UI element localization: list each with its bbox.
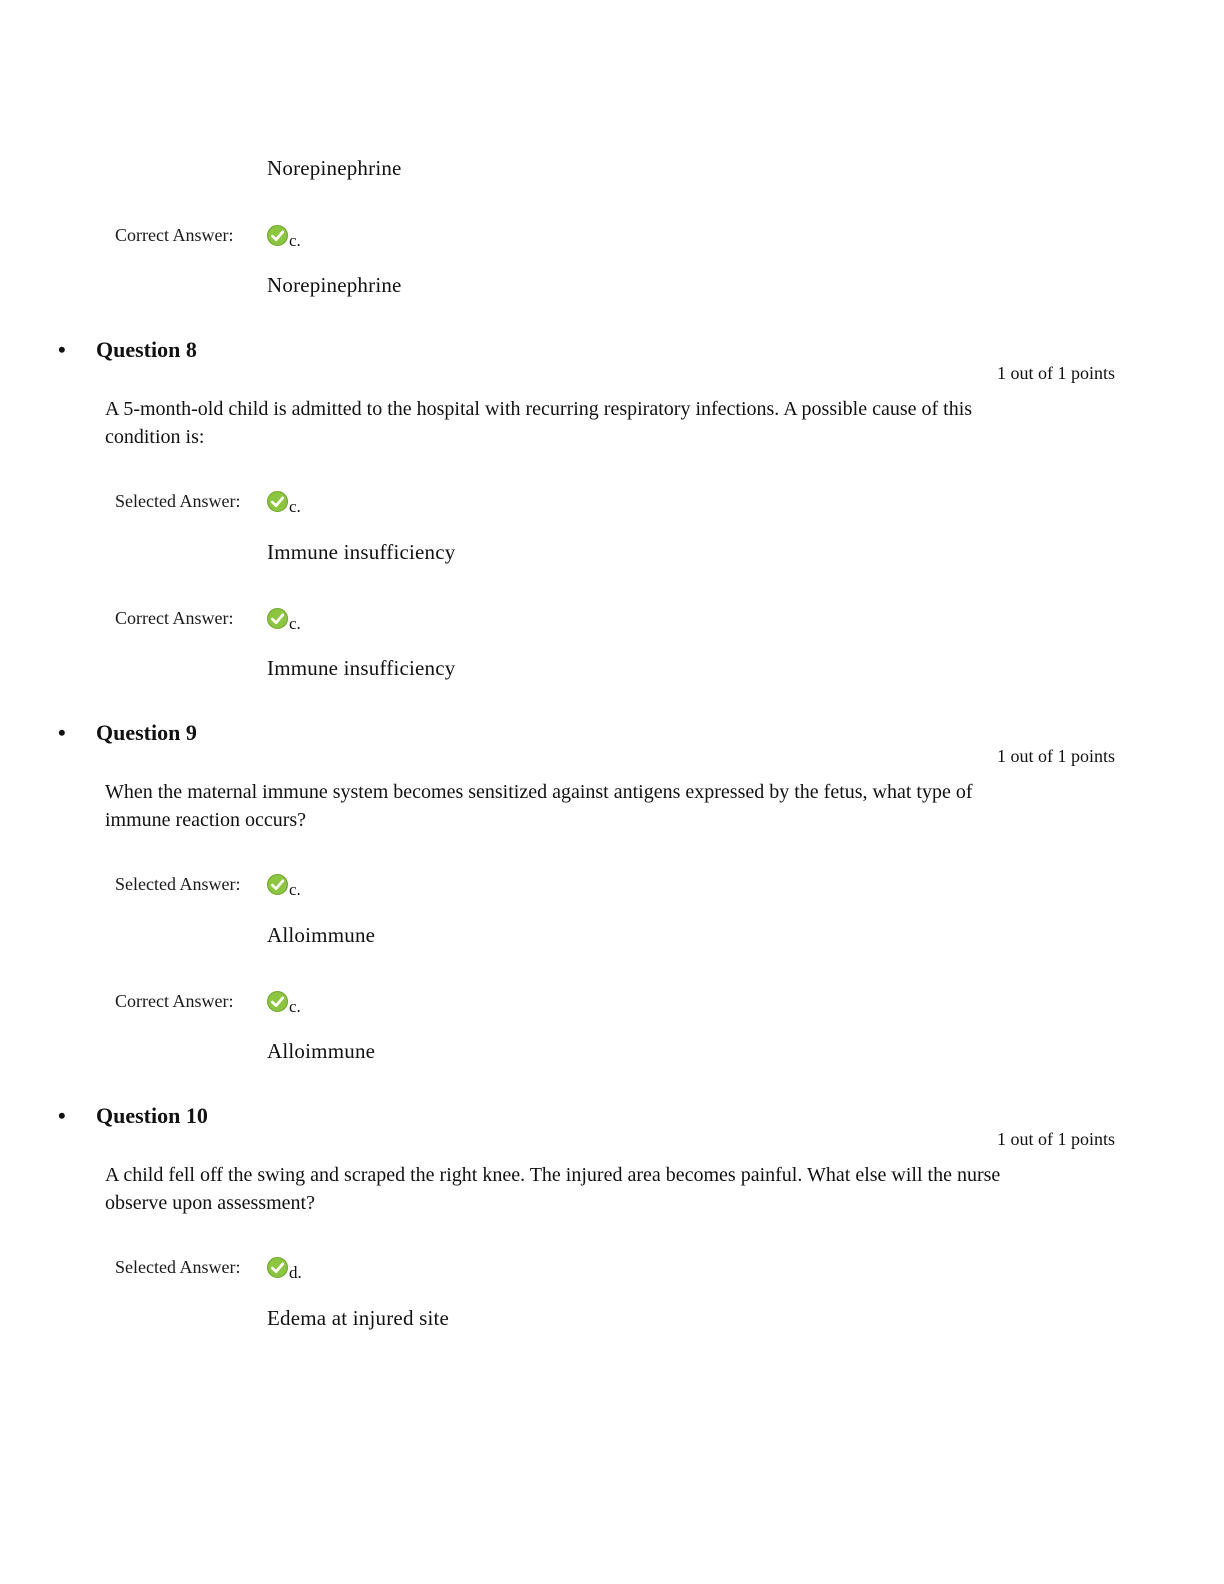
selected-answer-label: Selected Answer: xyxy=(115,1257,241,1277)
correct-answer-label: Correct Answer: xyxy=(115,608,234,628)
selected-answer-choice xyxy=(267,1257,302,1282)
selected-answer-text: Edema at injured site xyxy=(267,1306,450,1330)
check-circle-icon xyxy=(267,491,288,512)
correct-answer-choice xyxy=(267,608,301,633)
selected-answer-label: Selected Answer: xyxy=(115,874,241,894)
question-text: A 5-month-old child is admitted to the hospital with recurring respiratory infections. A possible cause of this condition is: xyxy=(105,398,973,448)
selected-answer-choice xyxy=(267,874,301,899)
correct-answer-choice xyxy=(267,225,301,250)
check-circle-icon xyxy=(267,225,288,246)
question-points: 1 out of 1 points xyxy=(996,1129,1115,1149)
correct-answer-text: Immune insufficiency xyxy=(267,656,456,680)
selected-answer-text: Immune insufficiency xyxy=(267,540,456,564)
correct-answer-text: Norepinephrine xyxy=(267,273,402,297)
correct-answer-label: Correct Answer: xyxy=(115,225,234,245)
answer-letter: c. xyxy=(289,997,301,1016)
answer-letter: d. xyxy=(289,1263,302,1282)
answer-letter: c. xyxy=(289,231,301,250)
correct-answer-text: Alloimmune xyxy=(267,1039,376,1063)
answer-letter: c. xyxy=(289,614,301,633)
bullet-icon: • xyxy=(58,720,66,745)
answer-letter: c. xyxy=(289,880,301,899)
correct-answer-choice xyxy=(267,991,301,1016)
question-points: 1 out of 1 points xyxy=(996,746,1115,766)
check-circle-icon xyxy=(267,608,288,629)
check-circle-icon xyxy=(267,991,288,1012)
bullet-icon: • xyxy=(58,337,66,362)
selected-answer-choice xyxy=(267,491,301,516)
question-title: Question 8 xyxy=(96,337,197,362)
question-title: Question 9 xyxy=(96,720,197,745)
selected-answer-text: Norepinephrine xyxy=(267,156,402,180)
question-points: 1 out of 1 points xyxy=(996,363,1115,383)
check-circle-icon xyxy=(267,1257,288,1278)
selected-answer-label: Selected Answer: xyxy=(115,491,241,511)
question-text: A child fell off the swing and scraped the right knee. The injured area becomes painful. What else will the nurse observe upon assessment? xyxy=(105,1164,1001,1214)
selected-answer-text: Alloimmune xyxy=(267,923,376,947)
check-circle-icon xyxy=(267,874,288,895)
correct-answer-label: Correct Answer: xyxy=(115,991,234,1011)
bullet-icon: • xyxy=(58,1103,66,1128)
answer-letter: c. xyxy=(289,497,301,516)
question-title: Question 10 xyxy=(96,1103,208,1128)
question-text: When the maternal immune system becomes sensitized against antigens expressed by the fetus, what type of immune reaction occurs? xyxy=(105,781,973,831)
